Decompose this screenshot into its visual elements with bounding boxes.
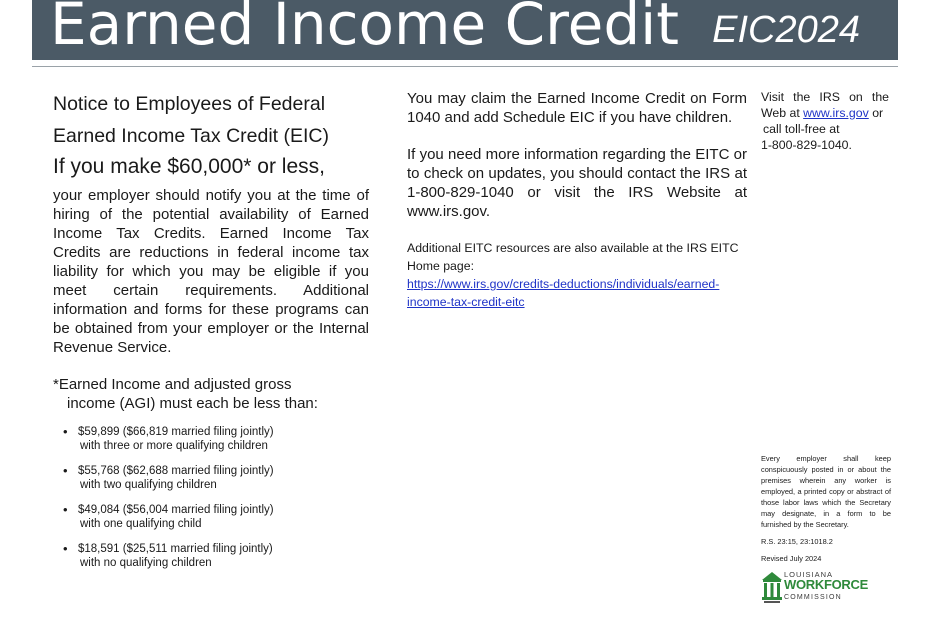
threshold-amount: $55,768 ($62,688 married filing jointly) (78, 465, 274, 477)
page-title: Earned Income Credit (50, 0, 679, 58)
irs-website-link[interactable]: www.irs.gov (803, 106, 869, 120)
more-info-paragraph: If you need more information regarding the EITC or to check on updates, you should contact the IRS at 1-800-829-1040 or visit the IRS Website at www.irs.gov. (407, 146, 747, 220)
building-columns-icon (762, 570, 782, 604)
notice-heading-line1: Notice to Employees of Federal (53, 93, 326, 115)
notice-heading-line2: Earned Income Tax Credit (EIC) (53, 125, 329, 147)
list-item (63, 542, 369, 570)
resources-text: Additional EITC resources are also available at the IRS EITC Home page: (407, 241, 739, 273)
threshold-detail: with one qualifying child (80, 518, 202, 530)
intro-paragraph: your employer should notify you at the time of hiring of the potential availability of Earned Income Tax Credits. Earned Income Tax Credits are reductions in federal income tax liability for which you may be eligible if you meet certain requirements. Additional information and forms for these programs can be obtained from your employer or the Internal Revenue Service. (53, 187, 369, 356)
revised-date: Revised July 2024 (761, 554, 822, 563)
phone-number: 1-800-829-1040. (761, 138, 852, 152)
agi-heading-line1: *Earned Income and adjusted gross (53, 376, 292, 393)
form-code: EIC2024 (712, 9, 860, 51)
agi-heading (53, 375, 369, 413)
threshold-amount: $49,084 ($56,004 married filing jointly) (78, 504, 274, 516)
statute-reference: R.S. 23:15, 23:1018.2 (761, 537, 833, 546)
call-text: call toll-free at (763, 122, 840, 136)
logo-line3: COMMISSION (784, 594, 842, 601)
resources-paragraph (407, 239, 747, 311)
right-column (761, 89, 889, 153)
posting-text: Every employer shall keep conspicuously posted in or about the premises wherein any worker is employed, a printed copy or abstract of those labor laws which the Secretary may designate, in a form to be furnished by the Secretary. (761, 454, 891, 529)
agi-heading-line2: income (AGI) must each be less than: (67, 395, 318, 412)
logo-line1: LOUISIANA (784, 570, 834, 579)
logo-line2: WORKFORCE (784, 577, 868, 592)
notice-heading-line3: If you make $60,000* or less, (53, 155, 325, 178)
visit-irs-paragraph (761, 89, 889, 153)
income-threshold-list (53, 425, 369, 570)
threshold-detail: with two qualifying children (80, 479, 217, 491)
visit-suffix: or (872, 106, 884, 120)
threshold-detail: with three or more qualifying children (80, 440, 268, 452)
middle-column (407, 89, 747, 311)
threshold-amount: $59,899 ($66,819 married filing jointly) (78, 426, 274, 438)
posting-notice (761, 453, 891, 570)
list-item (63, 503, 369, 531)
visit-prefix: Visit the IRS on the Web at (761, 90, 889, 120)
header-divider (32, 66, 898, 67)
lwc-logo (762, 570, 868, 606)
list-item (63, 425, 369, 453)
eitc-home-link[interactable]: https://www.irs.gov/credits-deductions/individuals/earned-income-tax-credit-eitc (407, 277, 720, 309)
claim-paragraph: You may claim the Earned Income Credit on Form 1040 and add Schedule EIC if you have children. (407, 90, 747, 126)
left-column (53, 88, 369, 581)
header-banner (32, 0, 898, 60)
list-item (63, 464, 369, 492)
threshold-detail: with no qualifying children (80, 557, 212, 569)
threshold-amount: $18,591 ($25,511 married filing jointly) (78, 543, 273, 555)
